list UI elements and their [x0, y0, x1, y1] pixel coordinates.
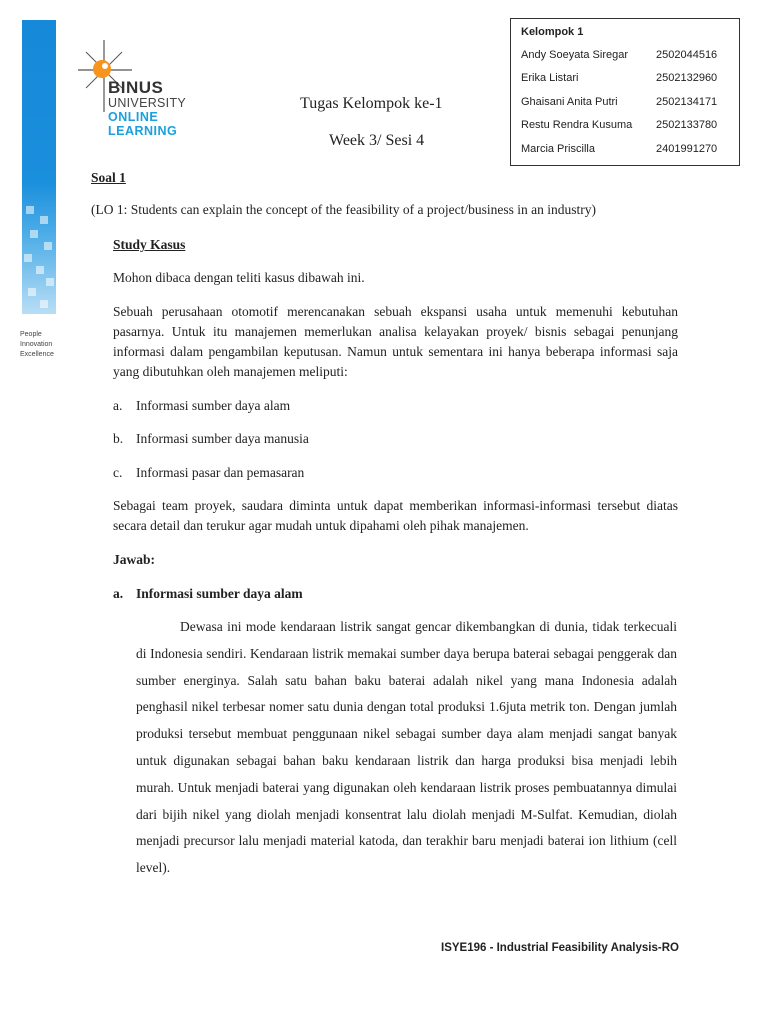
list-item-letter: b.: [113, 431, 124, 446]
document-subtitle: Week 3/ Sesi 4: [329, 132, 425, 149]
page-footer: ISYE196 - Industrial Feasibility Analysis-RO: [441, 942, 679, 954]
sidebar-decoration: [22, 20, 56, 314]
document-title: Tugas Kelompok ke-1: [300, 95, 443, 112]
list-item: Informasi pasar dan pemasaran: [136, 465, 305, 480]
group-heading: Kelompok 1: [521, 26, 584, 38]
list-item-letter: c.: [113, 465, 123, 480]
list-item: Informasi sumber daya manusia: [136, 431, 309, 446]
study-case-heading: Study Kasus: [113, 237, 186, 252]
group-members-box: Kelompok 1 Andy Soeyata Siregar 2502044516 Erika Listari 2502132960 Ghaisani Anita Putri 2502134171 Restu Rendra Kusuma 2502133780 Marcia Priscilla 2401991270: [510, 18, 740, 166]
answer-paragraph: Dewasa ini mode kendaraan listrik sangat gencar dikembangkan di dunia, tidak terkecuali di Indonesia sendiri. Kendaraan listrik memakai sumber daya berupa baterai sebagai penggerak dan sumber energinya. Salah satu bahan baku baterai adalah nikel yang mana Indonesia adalah penghasil nikel terbesar nomer satu dunia dengan total produksi 1.6juta metrik ton. Dengan jumlah produksi tersebut membuat penggunaan nikel sebagai sumber daya alam menjadi sangat banyak untuk digunakan sebagai bahan baku kendaraan listrik dan harga produksi bisa menjadi lebih murah. Untuk menjadi baterai yang digunakan oleh kendaraan listrik proses pembuatannya dimulai dari bijih nikel yang diolah menjadi konsentrat lalu diolah menjadi M-Sulfat. Kemudian, diolah menjadi precursor lalu menjadi material katoda, dan terakhir baru menjadi baterai ion lithium (cell level).: [136, 619, 677, 876]
answer-label: Jawab:: [113, 552, 156, 567]
tagline: People Innovation Excellence: [20, 331, 54, 358]
case-paragraph: Sebuah perusahaan otomotif merencanakan sebuah ekspansi usaha untuk memenuhi kebutuhan pasarnya. Untuk itu manajemen memerlukan analisa kelayakan proyek/ bisnis sebagai penunjang informasi dalam pengambilan keputusan. Namun untuk sementara ini hanya beberapa informasi saja yang dibutuhkan oleh manajemen meliputi:: [113, 304, 678, 379]
list-item: Informasi sumber daya alam: [136, 398, 291, 413]
learning-objective: (LO 1: Students can explain the concept of the feasibility of a project/business in an industry): [91, 202, 596, 217]
answer-heading: Informasi sumber daya alam: [136, 586, 303, 601]
answer-heading-letter: a.: [113, 586, 124, 601]
list-item-letter: a.: [113, 398, 123, 413]
team-paragraph: Sebagai team proyek, saudara diminta untuk dapat memberikan informasi-informasi tersebut diatas secara detail dan terukur agar mudah untuk dipahami oleh pihak manajemen.: [113, 498, 678, 533]
instruction-text: Mohon dibaca dengan teliti kasus dibawah ini.: [113, 270, 365, 285]
question-label: Soal 1: [91, 170, 126, 185]
logo-text: BINUS UNIVERSITY ONLINE LEARNING: [108, 78, 187, 138]
